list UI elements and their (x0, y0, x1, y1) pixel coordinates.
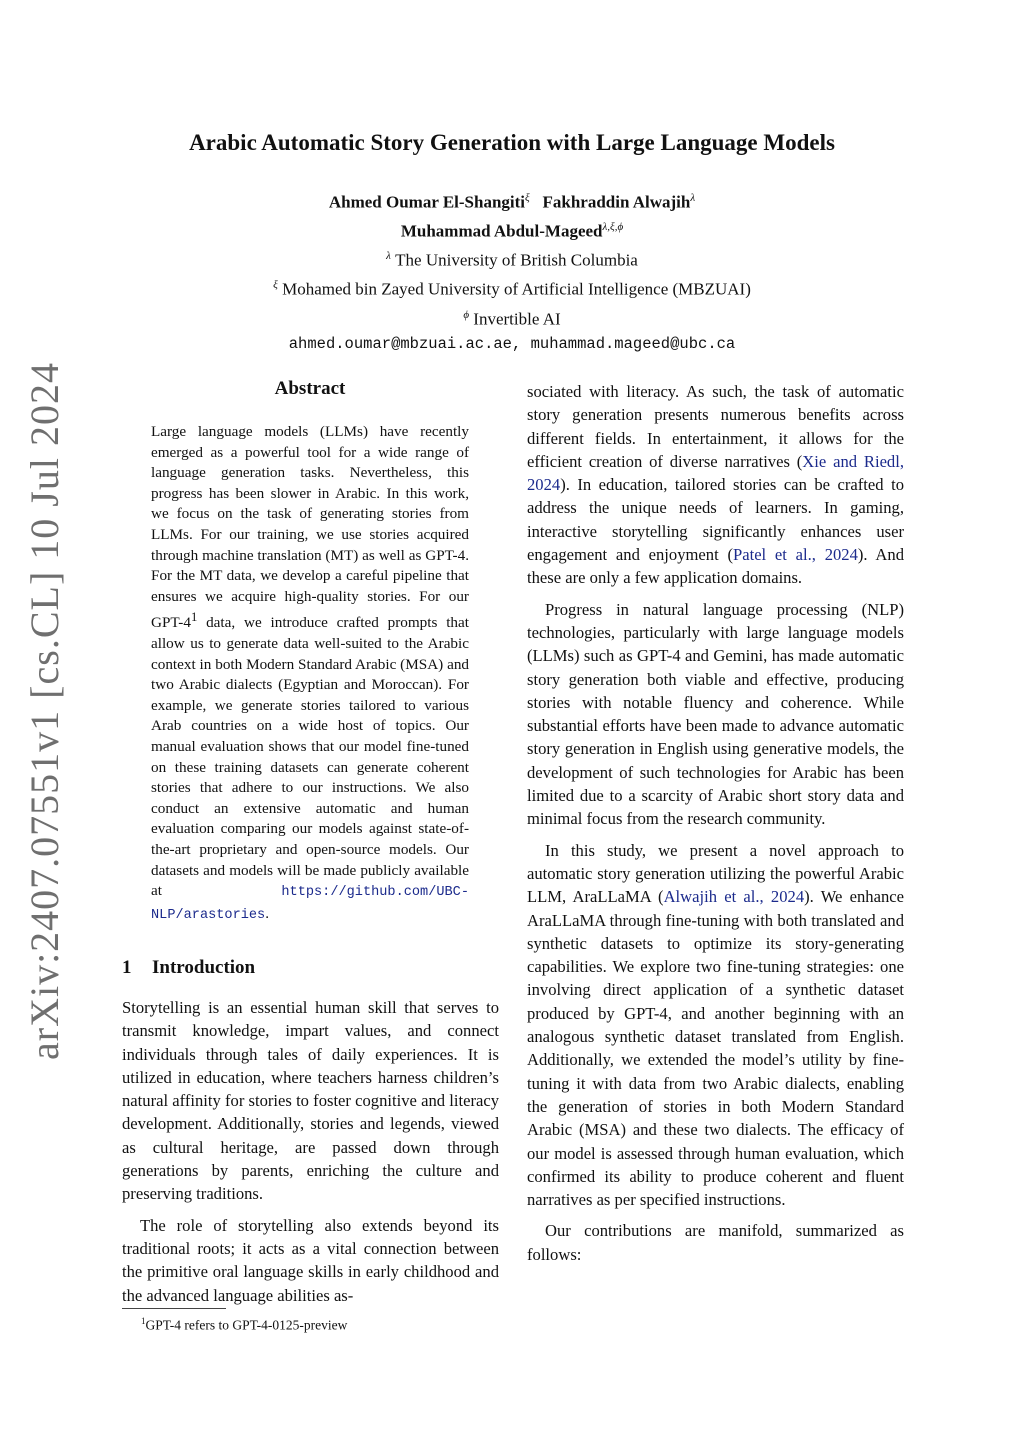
paper-title: Arabic Automatic Story Generation with Large Language Models (189, 130, 835, 155)
author-name: Ahmed Oumar El-Shangiti (328, 192, 526, 212)
paragraph: Progress in natural language processing (NLP) technologies, particularly with large language models (LLMs) such as GPT-4 and Gemini, has made automatic story generation both viable and effective, producing stories with notable fluency and coherence. While substantial efforts have been made to advance automatic story generation in English using generative models, the development of such technologies for Arabic has been limited due to a scarcity of Arabic short story data and minimal focus from the research community. (527, 599, 904, 829)
author-emails[interactable]: ahmed.oumar@mbzuai.ac.ae, muhammad.mageed@ubc.ca (288, 334, 736, 353)
author-name: Muhammad Abdul-Mageed (400, 221, 603, 241)
section-heading: 1 Introduction (122, 957, 256, 978)
citation-link[interactable]: Xie and Riedl, 2024 (527, 451, 904, 495)
abstract-text: Large language models (LLMs) have recently emerged as a powerful tool for a wide range of language generation tasks. Nevertheless, this progress has been slower in Arabic. In this work, we focus on the task of generating stories from LLMs. For our training, we use stories acquired through machine translation (MT) as well as GPT-4. For the MT data, we develop a careful pipeline that ensures we acquire high-quality stories. For our GPT-$4^1$ data, we introduce crafted prompts that allow us to generate data well-suited to the Arabic context in both Modern Standard Arabic (MSA) and two Arabic dialects (Egyptian and Moroccan). For example, we generate stories tailored to various Arab countries on a wide host of topics. Our manual evaluation shows that our model fine-tuned on these training datasets can generate coherent stories that adhere to our instructions. We also conduct an extensive automatic and human evaluation comparing our models against state-of-the-art proprietary and open-source models. Our datasets and models will be made publicly available at https://github.com/UBC-NLP/arastories. (151, 423, 469, 923)
abstract-heading: Abstract (274, 378, 346, 399)
footnote-divider (122, 1308, 226, 1309)
citation-link[interactable]: Patel et al., 2024 (732, 545, 858, 565)
left-column-body (122, 996, 499, 1315)
github-link[interactable]: https://github.com/UBC-NLP/arastories (151, 885, 469, 923)
arxiv-identifier: arXiv:2407.07551v1 [cs.CL] 10 Jul 2024 (22, 362, 67, 1060)
author-mark: ξ (525, 192, 530, 204)
paragraph: Our contributions are manifold, summarized as follows: (527, 1221, 904, 1264)
paragraph: Storytelling is an essential human skill that serves to transmit knowledge, impart values, and connect individuals through tales of daily experiences. It is utilized in education, where teachers harness children’s natural affinity for stories to foster cognitive and literacy development. Additionally, stories and legends, viewed as cultural heritage, are passed down through generations by parents, enriching the culture and preserving traditions. (122, 998, 499, 1204)
author-mark: λ (690, 192, 696, 204)
affiliation: $^\lambda$ The University of British Columbia (386, 250, 638, 270)
footnote: $^1$GPT-4 refers to GPT-4-0125-preview (141, 1316, 348, 1333)
paragraph: The role of storytelling also extends beyond its traditional roots; it acts as a vital connection between the primitive oral language skills in early childhood and the advanced language abilities as- (122, 1215, 499, 1305)
citation-link[interactable]: Alwajih et al., 2024 (663, 887, 805, 907)
author-block (0, 186, 1024, 356)
right-column-body (527, 380, 904, 1274)
paragraph: sociated with literacy. As such, the task of automatic story generation presents numerous benefits across different fields. In entertainment, it allows for the efficient creation of diverse narratives (Xie and Riedl, 2024). In education, tailored stories can be crafted to address the unique needs of learners. In gaming, interactive storytelling significantly enhances user engagement and enjoyment (Patel et al., 2024). And these are only a few application domains. (527, 382, 904, 588)
author-mark: λ,ξ,ϕ (602, 221, 624, 234)
affiliation: $^\phi$ Invertible AI (463, 308, 561, 329)
author-name: Fakhraddin Alwajih (542, 192, 691, 212)
footnote-marker[interactable]: 1 (190, 610, 198, 625)
affiliation: $^\xi$ Mohamed bin Zayed University of Artificial Intelligence (MBZUAI) (273, 279, 751, 300)
paragraph: In this study, we present a novel approach to automatic story generation utilizing the powerful Arabic LLM, AraLLaMA (Alwajih et al., 2024). We enhance AraLLaMA through fine-tuning with both translated and synthetic datasets to optimize its story-generating capabilities. We explore two fine-tuning strategies: one involving direct application of a synthetic dataset produced by GPT-4, and another beginning with an analogous synthetic dataset translated from English. Additionally, we extended the model’s utility by fine-tuning it with data from two Arabic dialects, enabling the generation of stories in both Modern Standard Arabic (MSA) and these two dialects. The efficacy of our model is assessed through human evaluation, which confirmed its ability to produce coherent and fluent narratives as per specified instructions. (527, 840, 904, 1210)
